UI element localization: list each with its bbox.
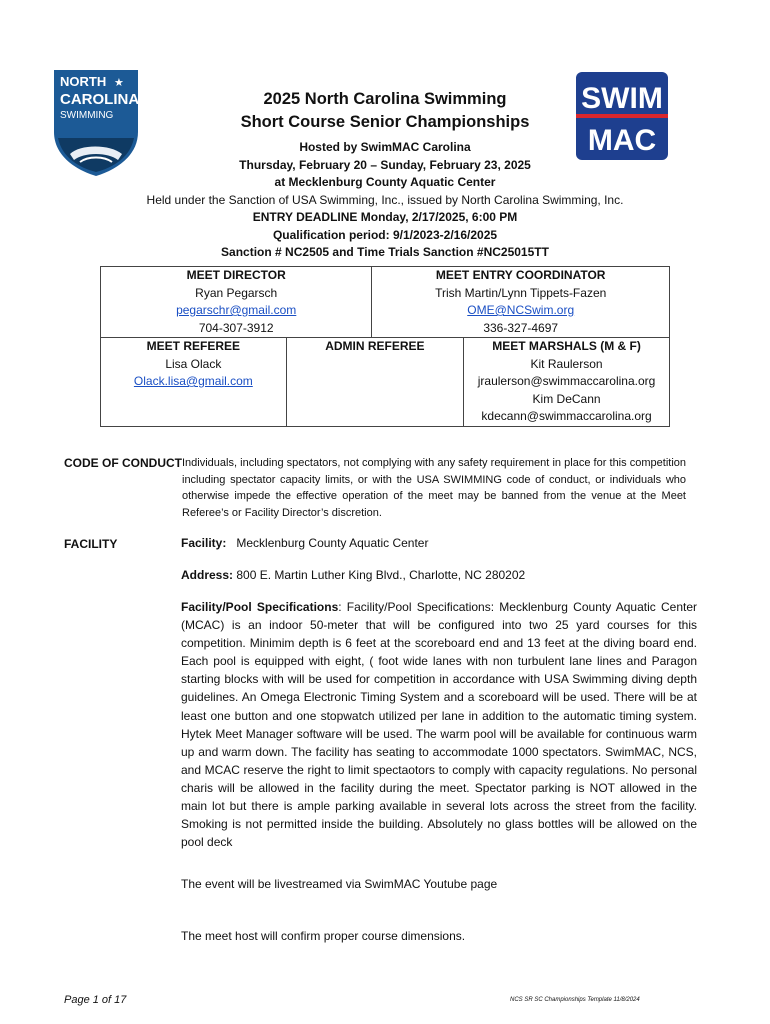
address-line bbox=[181, 568, 697, 582]
template-footer: NCS SR SC Championships Template 11/8/2024 bbox=[510, 997, 640, 1003]
hosted-by: Hosted by SwimMAC Carolina bbox=[299, 140, 471, 154]
marshal-name-1: Kit Raulerson bbox=[530, 356, 603, 371]
facility-specifications: Facility/Pool Specifications: Facility/Pool Specifications: Mecklenburg County Aquatic Center (MCAC) is an indoor 50-meter that will be configured into two 25 yard courses for this competition. Minimim depth is 6 feet at the scoreboard end and 13 feet at the diving board end. Each pool is equipped with eight, ( foot wide lanes with non turbulent lane lines and Paragon starting blocks with will be used for competition in accordance with USA Swimming diving depth guidelines. An Omega Electronic Timing System and a scoreboard will be used. There will be at least one button and one stopwatch utilized per lane in addition to the automatic timing system. Hytek Meet Manager software will be used. The warm pool will be available for continuous warm up and warm down. The facility has seating to accommodate 1000 spectators. SwimMAC, NCS, and MCAC reserve the right to limit spectaotors to comply with capacity regulations. No personal charis will be allowed in the facility during the meet. Spectator parking is NOT allowed in the main lot but there is ample parking available in several lots across the street from the facility. Smoking is not permitted inside the building. Absolutely no glass bottles will be allowed on the pool deck bbox=[181, 600, 697, 850]
title-line2: Short Course Senior Championships bbox=[240, 113, 530, 131]
code-of-conduct-text: Individuals, including spectators, not complying with any safety requirement in place for this competition including spectator capacity limits, or with the USA SWIMMING code of conduct, or individuals who otherwise impede the effective operation of the meet may be banned from the venue at the Meet Referee’s or Facility Director’s discretion. bbox=[182, 457, 686, 519]
nc-logo-line3: SWIMMING bbox=[60, 110, 114, 121]
nc-logo-line2: CAROLINA bbox=[60, 91, 140, 108]
entry-coordinator-email-link[interactable]: OME@NCSwim.org bbox=[467, 303, 575, 317]
marshal-email-1: jraulerson@swimmaccarolina.org bbox=[477, 374, 656, 388]
address-label: Address: bbox=[181, 568, 234, 582]
meet-venue: at Mecklenburg County Aquatic Center bbox=[274, 175, 496, 189]
facility-label: Facility: bbox=[181, 536, 227, 550]
admin-referee-title: ADMIN REFEREE bbox=[325, 339, 425, 353]
entry-deadline: ENTRY DEADLINE Monday, 2/17/2025, 6:00 PM bbox=[252, 210, 518, 224]
livestream-note: The event will be livestreamed via SwimMAC Youtube page bbox=[181, 877, 498, 891]
marshal-name-2: Kim DeCann bbox=[532, 391, 601, 406]
meet-referee-title: MEET REFEREE bbox=[146, 339, 241, 353]
facility-value: Mecklenburg County Aquatic Center bbox=[236, 536, 429, 550]
meet-marshals-cell bbox=[464, 338, 670, 427]
facility-line bbox=[181, 536, 697, 550]
star-icon: ★ bbox=[114, 76, 124, 89]
meet-director-title: MEET DIRECTOR bbox=[186, 268, 286, 282]
marshal-email-2: kdecann@swimmaccarolina.org bbox=[481, 409, 652, 423]
meet-dates: Thursday, February 20 – Sunday, February 23, 2025 bbox=[239, 157, 531, 172]
meet-referee-cell bbox=[101, 338, 287, 427]
title-line1: 2025 North Carolina Swimming bbox=[263, 90, 507, 108]
code-of-conduct-label: CODE OF CONDUCT bbox=[64, 456, 182, 470]
course-confirm-note: The meet host will confirm proper course dimensions. bbox=[181, 929, 466, 943]
sanction-text: Held under the Sanction of USA Swimming, Inc., issued by North Carolina Swimming, Inc. bbox=[146, 192, 624, 207]
entry-coordinator-title: MEET ENTRY COORDINATOR bbox=[435, 268, 606, 282]
meet-staff-table bbox=[100, 266, 670, 427]
page-number: Page 1 of 17 bbox=[64, 994, 127, 1006]
table-row bbox=[101, 338, 670, 427]
table-row bbox=[101, 267, 670, 338]
entry-coordinator-name: Trish Martin/Lynn Tippets-Fazen bbox=[435, 285, 607, 300]
entry-coordinator-phone: 336-327-4697 bbox=[483, 320, 559, 335]
address-value: 800 E. Martin Luther King Blvd., Charlotte, NC 280202 bbox=[236, 568, 526, 582]
sanction-numbers: Sanction # NC2505 and Time Trials Sanction #NC25015TT bbox=[221, 245, 549, 259]
meet-director-name: Ryan Pegarsch bbox=[195, 285, 278, 300]
swimmac-logo-line2: MAC bbox=[587, 124, 657, 157]
meet-referee-email-link[interactable]: Olack.lisa@gmail.com bbox=[133, 374, 253, 388]
facility-section-label: FACILITY bbox=[64, 537, 118, 551]
specs-text: Facility/Pool Specifications: Mecklenburg County Aquatic Center (MCAC) is an indoor 50-meter that will be configured into two 25 yard courses for this competition. Minimim depth is 6 feet at the scoreboard end and 13 feet at the diving board end. Each pool is equipped with eight, ( foot wide lanes with non turbulent lane lines and Paragon starting blocks with will be used for competition in accordance with USA Swimming diving depth guidelines. An Omega Electronic Timing System and a scoreboard will be used. There will be at least one button and one stopwatch utilized per lane in addition to the automatic timing system. Hytek Meet Manager software will be used. The warm pool will be available for continuous warm up and warm down. The facility has seating to accommodate 1000 spectators. SwimMAC, NCS, and MCAC reserve the right to limit spectaotors to comply with capacity regulations. No personal charis will be allowed in the facility during the meet. Spectator parking is NOT allowed in the main lot but there is ample parking available in several lots across the street from the facility. Smoking is not permitted inside the building. Absolutely no glass bottles will be allowed on the pool deck bbox=[181, 600, 697, 850]
meet-director-cell bbox=[101, 267, 372, 338]
meet-referee-name: Lisa Olack bbox=[165, 356, 222, 371]
meet-director-phone: 704-307-3912 bbox=[198, 320, 274, 335]
meet-marshals-title: MEET MARSHALS (M & F) bbox=[492, 339, 641, 353]
swimmac-logo-line1: SWIM bbox=[581, 82, 663, 115]
admin-referee-cell bbox=[286, 338, 463, 427]
qualification-period: Qualification period: 9/1/2023-2/16/2025 bbox=[272, 227, 498, 242]
document-header bbox=[100, 88, 670, 262]
meet-director-email-link[interactable]: pegarschr@gmail.com bbox=[176, 303, 297, 317]
entry-coordinator-cell bbox=[372, 267, 670, 338]
nc-logo-line1: NORTH bbox=[60, 74, 107, 89]
specs-label: Facility/Pool Specifications bbox=[181, 600, 339, 614]
